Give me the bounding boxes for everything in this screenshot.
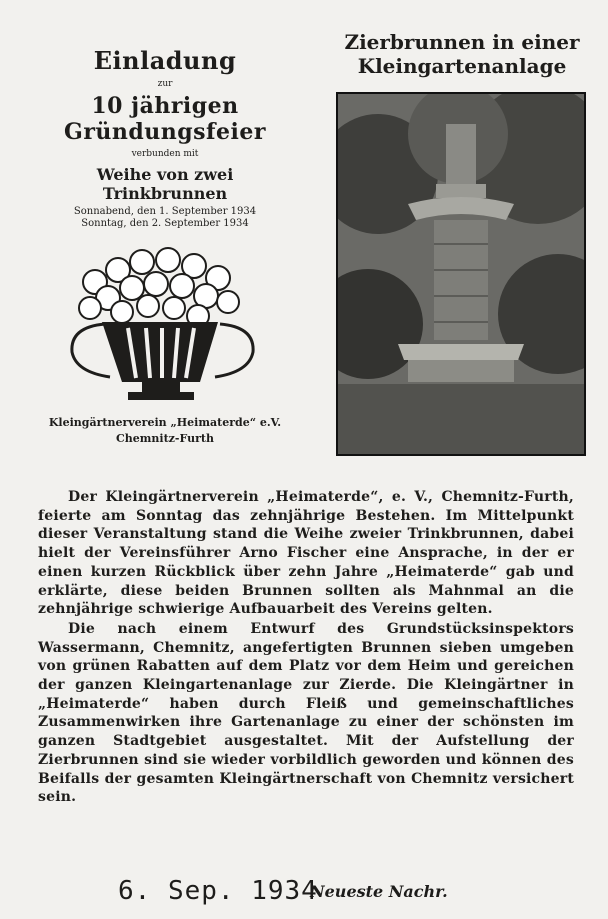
source-note: Neueste Nachr. [310,882,448,901]
fountain-photo [336,92,586,456]
invitation-main: 10 jährigen Gründungsfeier [64,93,266,145]
article-paragraph-2: Die nach einem Entwurf des Grundstücksinspektors Wassermann, Chemnitz, angefertigten Brunnen sieben umgeben von grünen Rabatten auf dem Platz vor dem Heim und gereichen der ganzen Kleingartenanlage zur Zierde. Die Kleingärtner in „Heimaterde“ haben durch Fleiß und gemeinschaftliches Zusammenwirken ihre Gartenanlage zu einer der schönsten im ganzen Stadtgebiet ausgestaltet. Mit der Aufstellung der Zierbrunnen sind sie wieder vorbildlich geworden und können des Beifalls der gesamten Kleingärtnerschaft von Chemnitz versichert sein. [38,620,574,806]
invitation-date-2: Sonntag, den 2. September 1934 [81,218,249,229]
flower-vase-illustration [50,232,270,412]
photo-title-line-2: Kleingartenanlage [357,54,567,78]
article-paragraph-1: Der Kleingärtnerverein „Heimaterde“, e. V., Chemnitz-Furth, feierte am Sonntag das zehnjährige Bestehen. Im Mittelpunkt dieser Veranstaltung stand die Weihe zweier Trinkbrunnen, dabei hielt der Vereinsführer Arno Fischer eine Ansprache, in der er einen kurzen Rückblick über zehn Jahre „Heimaterde“ gab und erklärte, diese beiden Brunnen sollten als Mahnmal an die zehnjährige schwierige Aufbauarbeit des Vereins gelten. [38,489,574,618]
photo-title [336,30,588,78]
invitation-date-1: Sonnabend, den 1. September 1934 [73,206,257,217]
date-stamp: 6. Sep. 1934 [118,876,318,906]
club-line-2: Chemnitz-Furth [116,432,214,445]
photo-title-line-1: Zierbrunnen in einer [344,30,580,54]
invitation-subtitle: Weihe von zwei Trinkbrunnen [96,165,234,203]
club-line-1: Kleingärtnerverein „Heimaterde“ e.V. [48,416,282,429]
invitation-connected: verbunden mit [131,149,199,159]
invitation-title: Einladung [93,46,237,75]
club-name [40,415,290,447]
article-body [38,488,574,807]
invitation-block [40,40,290,229]
invitation-zur: zur [157,79,173,89]
